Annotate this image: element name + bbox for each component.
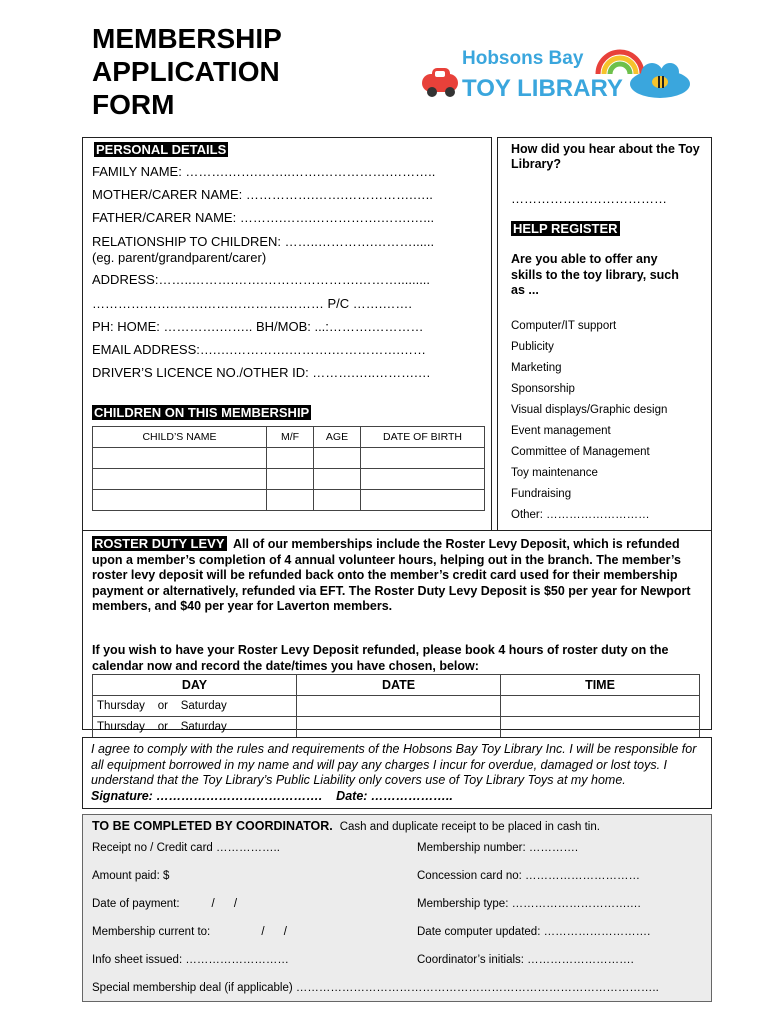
table-row [93,696,700,717]
or-label: or [157,700,168,712]
roster-date-cell[interactable] [297,717,501,738]
help-item-toy-maintenance[interactable]: Toy maintenance [511,467,598,479]
relationship-example: (eg. parent/grandparent/carer) [92,250,267,265]
table-row [93,469,485,490]
day-thursday: Thursday [97,721,145,733]
toy-library-logo [420,38,700,108]
address-field[interactable]: ADDRESS:……..……….…….………………….………......... [92,272,431,287]
roster-date-cell[interactable] [297,696,501,717]
logo-line-2: TOY LIBRARY [462,75,623,102]
child-age-cell[interactable] [314,490,361,511]
roster-day-cell[interactable] [93,717,297,738]
col-child-name: CHILD’S NAME [93,427,267,448]
help-question: Are you able to offer any skills to the toy library, such as ... [511,252,679,297]
col-date: DATE [297,675,501,696]
amount-paid-field[interactable]: Amount paid: $ [92,870,170,882]
help-item-sponsorship[interactable]: Sponsorship [511,383,575,395]
child-name-cell[interactable] [93,469,267,490]
col-dob: DATE OF BIRTH [361,427,485,448]
personal-details-header: PERSONAL DETAILS [96,142,227,157]
col-day: DAY [93,675,297,696]
car-icon [422,68,458,97]
relationship-field[interactable]: RELATIONSHIP TO CHILDREN: ……..………….………...... [92,234,435,249]
table-row [93,490,485,511]
help-item-marketing[interactable]: Marketing [511,362,562,374]
father-name-field[interactable]: FATHER/CARER NAME: ……….…….…………….…….…... [92,210,435,225]
bee-icon [652,76,668,88]
help-register-header: HELP REGISTER [513,221,618,236]
licence-field[interactable]: DRIVER’S LICENCE NO./OTHER ID: ……….…..……….… [92,365,431,380]
roster-time-cell[interactable] [501,717,700,738]
logo-line-1: Hobsons Bay [462,48,584,69]
payment-date-field[interactable]: Date of payment: / / [92,898,238,910]
roster-paragraph-2: If you wish to have your Roster Levy Deposit refunded, please book 4 hours of roster duty on the calendar now and record the date/times you have chosen, below: [92,643,669,673]
title-line-1: MEMBERSHIP [92,23,282,54]
form-title [92,22,352,121]
coordinator-heading [92,819,600,833]
day-saturday: Saturday [180,721,227,733]
help-item-committee[interactable]: Committee of Management [511,446,650,458]
child-age-cell[interactable] [314,448,361,469]
child-dob-cell[interactable] [361,448,485,469]
email-field[interactable]: EMAIL ADDRESS:….….………….……….…………….…… [92,342,426,357]
help-item-visual[interactable]: Visual displays/Graphic design [511,404,668,416]
roster-header: ROSTER DUTY LEVY [94,536,225,551]
coordinator-initials-field[interactable]: Coordinator’s initials: ………………………. [417,954,634,966]
special-deal-field[interactable]: Special membership deal (if applicable) ………………………………………………………………………………….. [92,982,659,994]
roster-table [92,674,700,738]
membership-number-field[interactable]: Membership number: …………. [417,842,579,854]
child-name-cell[interactable] [93,490,267,511]
roster-day-cell[interactable] [93,696,297,717]
hear-answer-field[interactable]: ……………………………… [511,191,667,206]
title-line-2: APPLICATION [92,56,280,87]
table-header-row [93,427,485,448]
roster-time-cell[interactable] [501,696,700,717]
agreement-text-block [91,742,701,804]
agreement-date-field[interactable]: Date: ……………….. [336,788,453,803]
help-item-computer[interactable]: Computer/IT support [511,320,617,332]
receipt-field[interactable]: Receipt no / Credit card …………….. [92,842,280,854]
membership-type-field[interactable]: Membership type: ………………………….… [417,898,642,910]
day-saturday: Saturday [180,700,227,712]
mother-name-field[interactable]: MOTHER/CARER NAME: …………….…….…………….….. [92,187,433,202]
table-row [93,448,485,469]
coordinator-header: TO BE COMPLETED BY COORDINATOR. [92,819,333,833]
coordinator-note: Cash and duplicate receipt to be placed in cash tin. [339,821,600,833]
info-sheet-field[interactable]: Info sheet issued: ……………………… [92,954,289,966]
col-mf: M/F [267,427,314,448]
child-age-cell[interactable] [314,469,361,490]
roster-text: All of our memberships include the Roster Levy Deposit, which is refunded upon a member’s completion of 4 annual volunteer hours, helping out in the branch. The member’s roster levy deposit will be refunded back onto the member’s credit card used for their membership payment or alternatively, refunded via EFT. The Roster Duty Levy Deposit is $50 per year for Newport members, and $40 per year for Laverton members. [92,537,691,613]
child-mf-cell[interactable] [267,448,314,469]
computer-updated-field[interactable]: Date computer updated: ………………………. [417,926,651,938]
child-mf-cell[interactable] [267,490,314,511]
child-mf-cell[interactable] [267,469,314,490]
help-item-publicity[interactable]: Publicity [511,341,554,353]
children-table [92,426,485,511]
table-row [93,717,700,738]
children-header: CHILDREN ON THIS MEMBERSHIP [94,405,310,420]
concession-card-field[interactable]: Concession card no: ………………………… [417,870,641,882]
signature-field[interactable]: Signature: …………………………………. [91,788,323,803]
membership-current-field[interactable]: Membership current to: / / [92,926,287,938]
rainbow-icon [598,52,642,74]
phone-field[interactable]: PH: HOME: ………….…….. BH/MOB: ...:……….………… [92,319,424,334]
logo-graphic [420,38,700,108]
child-name-cell[interactable] [93,448,267,469]
col-age: AGE [314,427,361,448]
agreement-text: I agree to comply with the rules and requirements of the Hobsons Bay Toy Library Inc. I will be responsible for all equipment borrowed in my name and will pay any charges I incur for overdue, damaged or lost toys. I understand that the Toy Library’s Public Liability only covers use of Toy Library Toys at my home. [91,742,697,787]
child-dob-cell[interactable] [361,490,485,511]
help-item-other[interactable]: Other: ……………………… [511,509,650,521]
day-thursday: Thursday [97,700,145,712]
roster-paragraph [92,536,704,615]
child-dob-cell[interactable] [361,469,485,490]
roster-header-row [93,675,700,696]
hear-question: How did you hear about the Toy Library? [511,142,700,171]
title-line-3: FORM [92,89,175,120]
or-label: or [157,721,168,733]
col-time: TIME [501,675,700,696]
help-item-event[interactable]: Event management [511,425,611,437]
address-line-2-field[interactable]: ……………….…….……………….……… P/C …….……. [92,296,412,311]
help-item-fundraising[interactable]: Fundraising [511,488,572,500]
family-name-field[interactable]: FAMILY NAME: ……….…….……..…….…………….……….. [92,164,436,179]
